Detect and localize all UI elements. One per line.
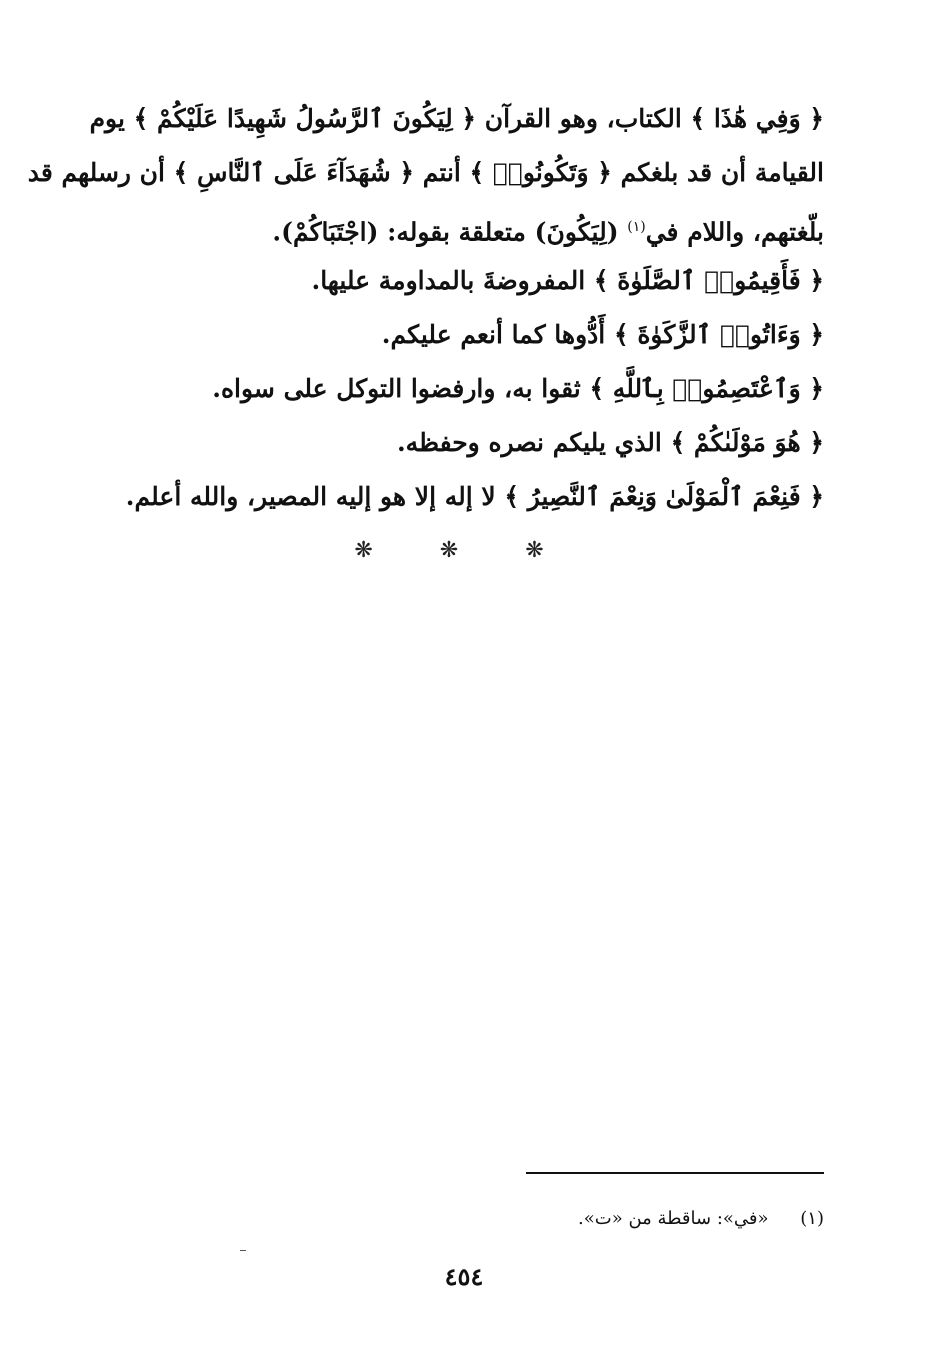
print-speck: [240, 1250, 246, 1251]
paragraph-line: ﴿ وَفِي هَٰذَا ﴾ الكتاب، وهو القرآن ﴿ لِيَكُونَ ٱلرَّسُولُ شَهِيدًا عَلَيْكُمْ ﴾ يوم: [89, 104, 824, 133]
paragraph-line: [108, 200, 824, 254]
main-text: [27, 92, 824, 524]
footnote-rule: [526, 1172, 824, 1174]
footnote-number: (١): [800, 1208, 824, 1229]
commentary-line: ﴿ فَأَقِيمُوا۟ ٱلصَّلَوٰةَ ﴾ المفروضةَ بالمداومة عليها.: [311, 266, 824, 295]
footnote: [324, 1208, 824, 1229]
paragraph-text: بلّغتهم، واللام في: [645, 217, 824, 247]
commentary-line: ﴿ فَنِعْمَ ٱلْمَوْلَىٰ وَنِعْمَ ٱلنَّصِيرُ ﴾ لا إله إلا هو إليه المصير، والله أعلم.: [125, 482, 824, 511]
commentary-line: ﴿ هُوَ مَوْلَىٰكُمْ ﴾ الذي يليكم نصره وحفظه.: [396, 428, 824, 457]
commentary-line: ﴿ وَءَاتُوا۟ ٱلزَّكَوٰةَ ﴾ أَدُّوها كما أنعم عليكم.: [381, 320, 824, 349]
paragraph-text: (لِيَكُونَ) متعلقة بقوله: (اجْتَبَاكُمْ).: [272, 217, 628, 247]
paragraph-line: القيامة أن قد بلغكم ﴿ وَتَكُونُوا۟ ﴾ أنتم ﴿ شُهَدَآءَ عَلَى ٱلنَّاسِ ﴾ أن رسلهم قد: [27, 158, 824, 187]
commentary-line: ﴿ وَٱعْتَصِمُوا۟ بِٱللَّهِ ﴾ ثقوا به، وارفضوا التوكل على سواه.: [212, 374, 824, 403]
footnote-reference[interactable]: (١): [627, 219, 646, 235]
page-number: ٤٥٤: [444, 1262, 484, 1291]
section-separator: ❋ ❋ ❋: [354, 538, 574, 563]
footnote-text: «في»: ساقطة من «ت».: [578, 1208, 769, 1229]
